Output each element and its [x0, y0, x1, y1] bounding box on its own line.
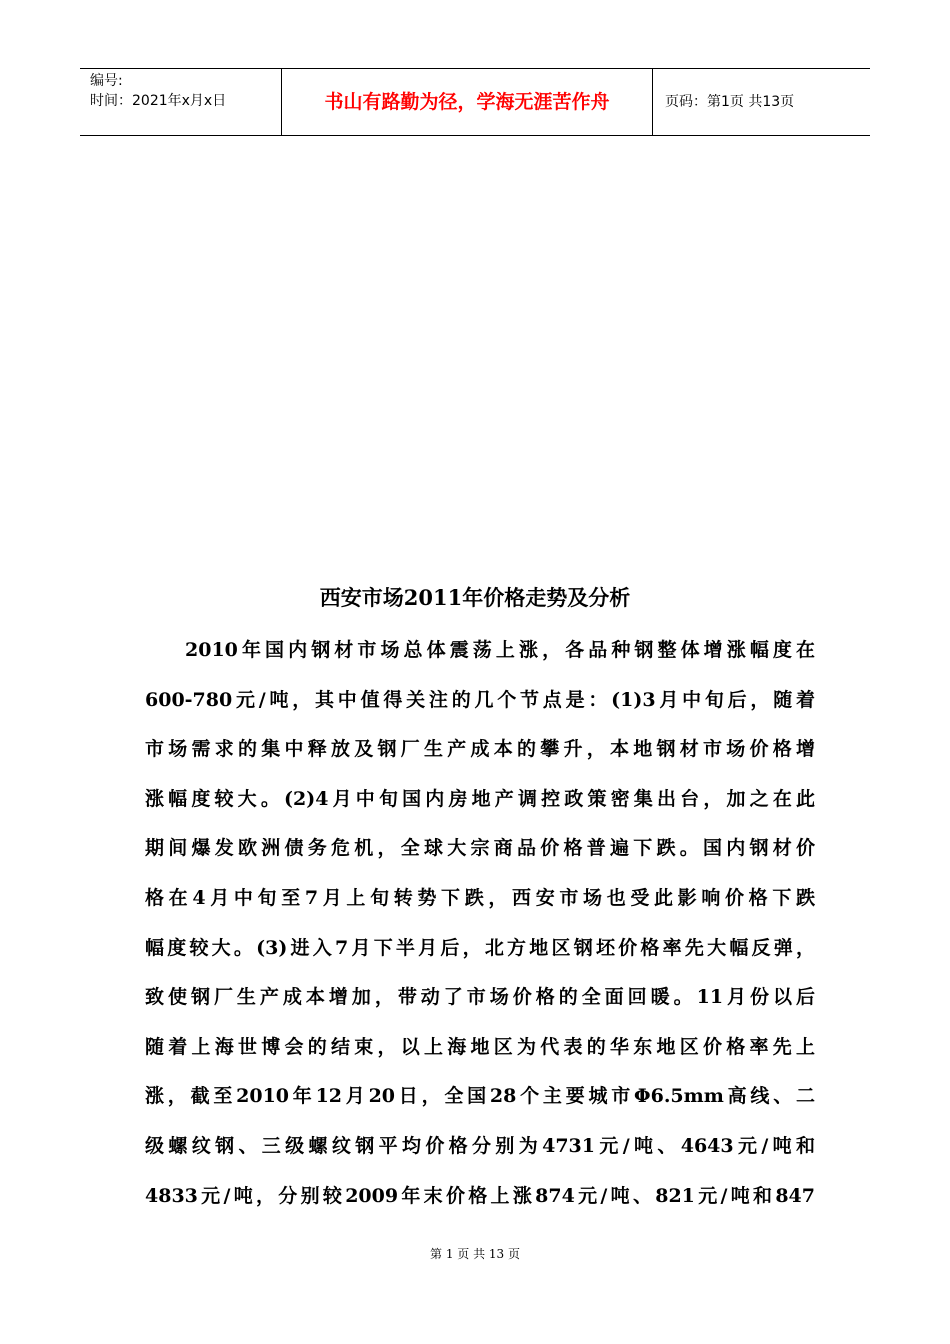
header-page-info: 页码：第1页 共13页 — [665, 94, 795, 110]
body-line: 幅度较大。(3)进入7月下半月后，北方地区钢坯价格率先大幅反弹， — [145, 936, 815, 959]
body-line: 期间爆发欧洲债务危机，全球大宗商品价格普遍下跌。国内钢材价 — [145, 837, 815, 860]
document-body — [145, 626, 815, 1221]
header-meta-cell — [80, 69, 281, 135]
page-footer: 第 1 页 共 13 页 — [430, 1247, 520, 1261]
body-line: 涨，截至2010年12月20日，全国28个主要城市Φ6.5mm高线、二 — [145, 1085, 815, 1108]
body-line: 格在4月中旬至7月上旬转势下跌，西安市场也受此影响价格下跌 — [145, 886, 815, 909]
time-label: 时间：2021年x月x日 — [90, 93, 227, 109]
body-line: 致使钢厂生产成本增加，带动了市场价格的全面回暖。11月份以后 — [145, 986, 815, 1009]
body-line: 级螺纹钢、三级螺纹钢平均价格分别为4731元/吨、4643元/吨和 — [145, 1134, 815, 1157]
document-title: 西安市场2011年价格走势及分析 — [319, 585, 631, 610]
body-line: 2010年国内钢材市场总体震荡上涨，各品种钢整体增涨幅度在 — [185, 639, 815, 661]
body-line: 随着上海世博会的结束，以上海地区为代表的华东地区价格率先上 — [145, 1035, 815, 1058]
body-line: 4833元/吨，分别较2009年末价格上涨874元/吨、821元/吨和847 — [145, 1184, 815, 1207]
body-line: 市场需求的集中释放及钢厂生产成本的攀升，本地钢材市场价格增 — [145, 738, 815, 761]
body-line: 600-780元/吨，其中值得关注的几个节点是：(1)3月中旬后，随着 — [145, 688, 815, 711]
document-header — [80, 68, 870, 136]
number-label: 编号: — [90, 73, 123, 89]
body-line: 涨幅度较大。(2)4月中旬国内房地产调控政策密集出台，加之在此 — [145, 787, 815, 810]
header-motto: 书山有路勤为径，学海无涯苦作舟 — [281, 69, 653, 135]
